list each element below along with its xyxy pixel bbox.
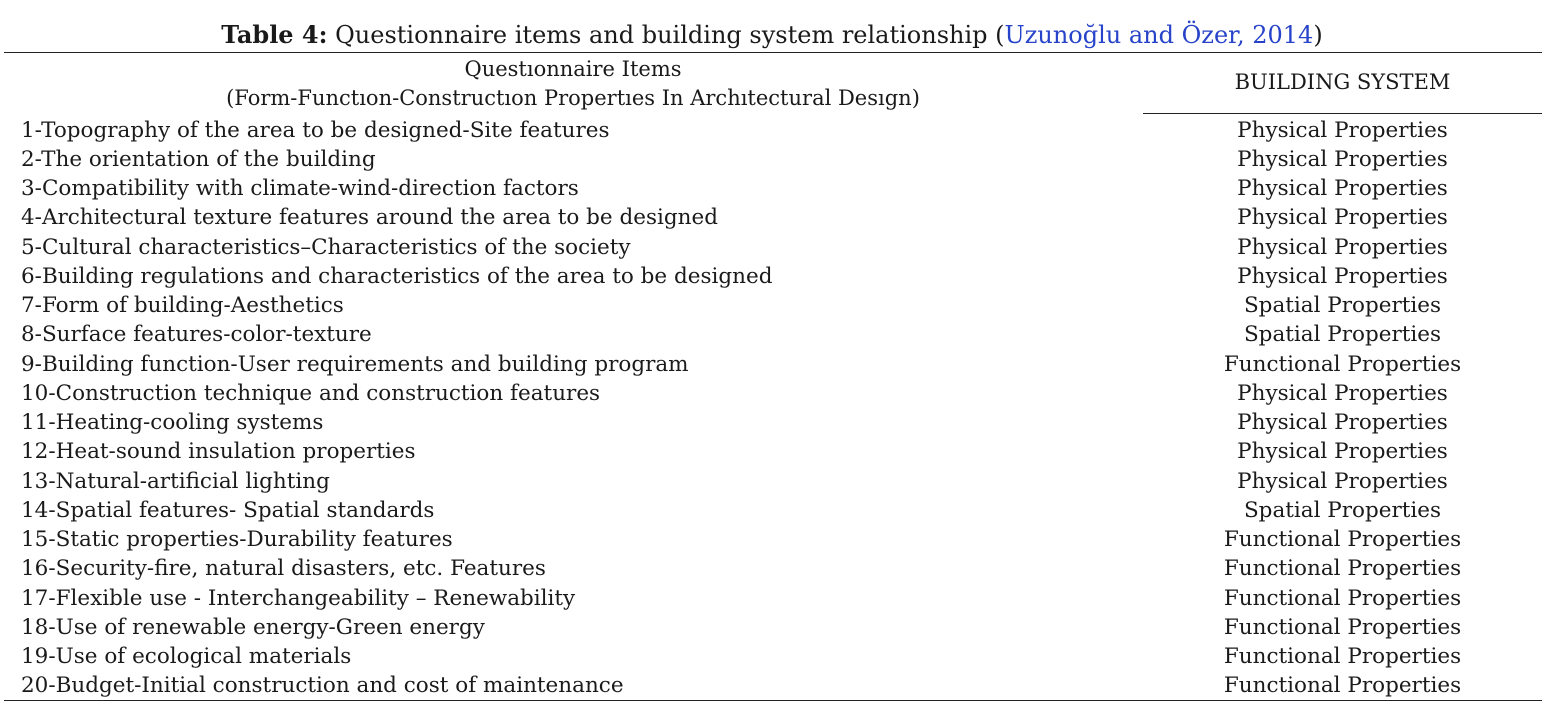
questionnaire-item: 14-Spatial features- Spatial standards xyxy=(21,497,435,523)
header-building-system: BUILDING SYSTEM xyxy=(1234,70,1451,94)
building-system-value: Physical Properties xyxy=(1237,117,1448,143)
table-caption xyxy=(0,18,1544,52)
table-body xyxy=(0,116,1557,701)
building-system-value: Physical Properties xyxy=(1237,380,1448,406)
header-bottom-rule xyxy=(1143,113,1542,114)
table-row xyxy=(0,613,1557,642)
table-row xyxy=(0,145,1557,174)
building-system-value: Functional Properties xyxy=(1223,644,1462,669)
table-row xyxy=(0,437,1557,466)
table-row xyxy=(0,379,1557,408)
questionnaire-item: 20-Budget-Initial construction and cost of maintenance xyxy=(21,673,624,699)
building-system-value: Physical Properties xyxy=(1237,439,1448,465)
caption-close: ) xyxy=(1313,21,1323,49)
building-system-value: Functional Properties xyxy=(1223,673,1462,699)
questionnaire-item: 13-Natural-artificial lighting xyxy=(21,468,330,494)
questionnaire-item: 5-Cultural characteristics–Characteristics of the society xyxy=(21,234,631,260)
table-row xyxy=(0,671,1557,700)
questionnaire-item: 3-Compatibility with climate-wind-direction factors xyxy=(21,176,579,201)
table-row xyxy=(0,350,1557,379)
table-row xyxy=(0,320,1557,349)
building-system-value: Spatial Properties xyxy=(1243,497,1442,523)
questionnaire-item: 11-Heating-cooling systems xyxy=(21,410,324,435)
table-row xyxy=(0,291,1557,320)
building-system-value: Functional Properties xyxy=(1223,556,1462,582)
questionnaire-item: 16-Security-fire, natural disasters, etc. Features xyxy=(21,556,546,582)
table-bottom-rule xyxy=(4,700,1542,701)
table-row xyxy=(0,408,1557,437)
table-row xyxy=(0,203,1557,232)
building-system-value: Functional Properties xyxy=(1223,585,1462,611)
questionnaire-item: 12-Heat-sound insulation properties xyxy=(21,439,416,465)
table-row xyxy=(0,233,1557,262)
building-system-value: Physical Properties xyxy=(1237,410,1448,435)
table-row xyxy=(0,496,1557,525)
header-items-line1: Questıonnaire Items xyxy=(464,57,682,81)
questionnaire-item: 4-Architectural texture features around the area to be designed xyxy=(21,205,718,231)
questionnaire-item: 6-Building regulations and characteristics of the area to be designed xyxy=(21,263,773,289)
building-system-value: Physical Properties xyxy=(1237,146,1448,172)
building-system-value: Functional Properties xyxy=(1223,614,1462,640)
questionnaire-item: 19-Use of ecological materials xyxy=(21,644,352,669)
building-system-value: Spatial Properties xyxy=(1243,322,1442,348)
questionnaire-item: 2-The orientation of the building xyxy=(21,146,376,172)
building-system-value: Functional Properties xyxy=(1223,351,1462,377)
questionnaire-item: 7-Form of building-Aesthetics xyxy=(21,293,344,318)
building-system-value: Physical Properties xyxy=(1237,468,1448,494)
building-system-value: Physical Properties xyxy=(1237,205,1448,231)
table-row xyxy=(0,262,1557,291)
caption-text: Questionnaire items and building system relationship ( xyxy=(327,21,1005,49)
table-row xyxy=(0,525,1557,554)
questionnaire-item: 18-Use of renewable energy-Green energy xyxy=(21,614,485,640)
questionnaire-item: 1-Topography of the area to be designed-Site features xyxy=(21,117,610,143)
table-row xyxy=(0,467,1557,496)
header-questionnaire-items xyxy=(4,55,1142,113)
building-system-value: Physical Properties xyxy=(1237,263,1448,289)
building-system-value: Physical Properties xyxy=(1237,176,1448,201)
table-row xyxy=(0,642,1557,671)
questionnaire-item: 17-Flexible use - Interchangeability – Renewability xyxy=(21,585,576,611)
questionnaire-item: 10-Construction technique and construction features xyxy=(21,380,601,406)
header-items-line2: (Form-Functıon-Constructıon Propertıes In Archıtectural Desıgn) xyxy=(226,86,920,110)
table-row xyxy=(0,554,1557,583)
building-system-value: Spatial Properties xyxy=(1243,293,1442,318)
questionnaire-item: 8-Surface features-color-texture xyxy=(21,322,372,348)
questionnaire-item: 9-Building function-User requirements and building program xyxy=(21,351,689,377)
table-row xyxy=(0,116,1557,145)
table-label: Table 4: xyxy=(221,20,328,49)
table-top-rule xyxy=(4,52,1542,53)
table-row xyxy=(0,174,1557,203)
building-system-value: Functional Properties xyxy=(1223,527,1462,552)
building-system-value: Physical Properties xyxy=(1237,234,1448,260)
table-row xyxy=(0,584,1557,613)
citation-link[interactable]: Uzunoğlu and Özer, 2014 xyxy=(1004,21,1314,49)
questionnaire-item: 15-Static properties-Durability features xyxy=(21,527,453,552)
